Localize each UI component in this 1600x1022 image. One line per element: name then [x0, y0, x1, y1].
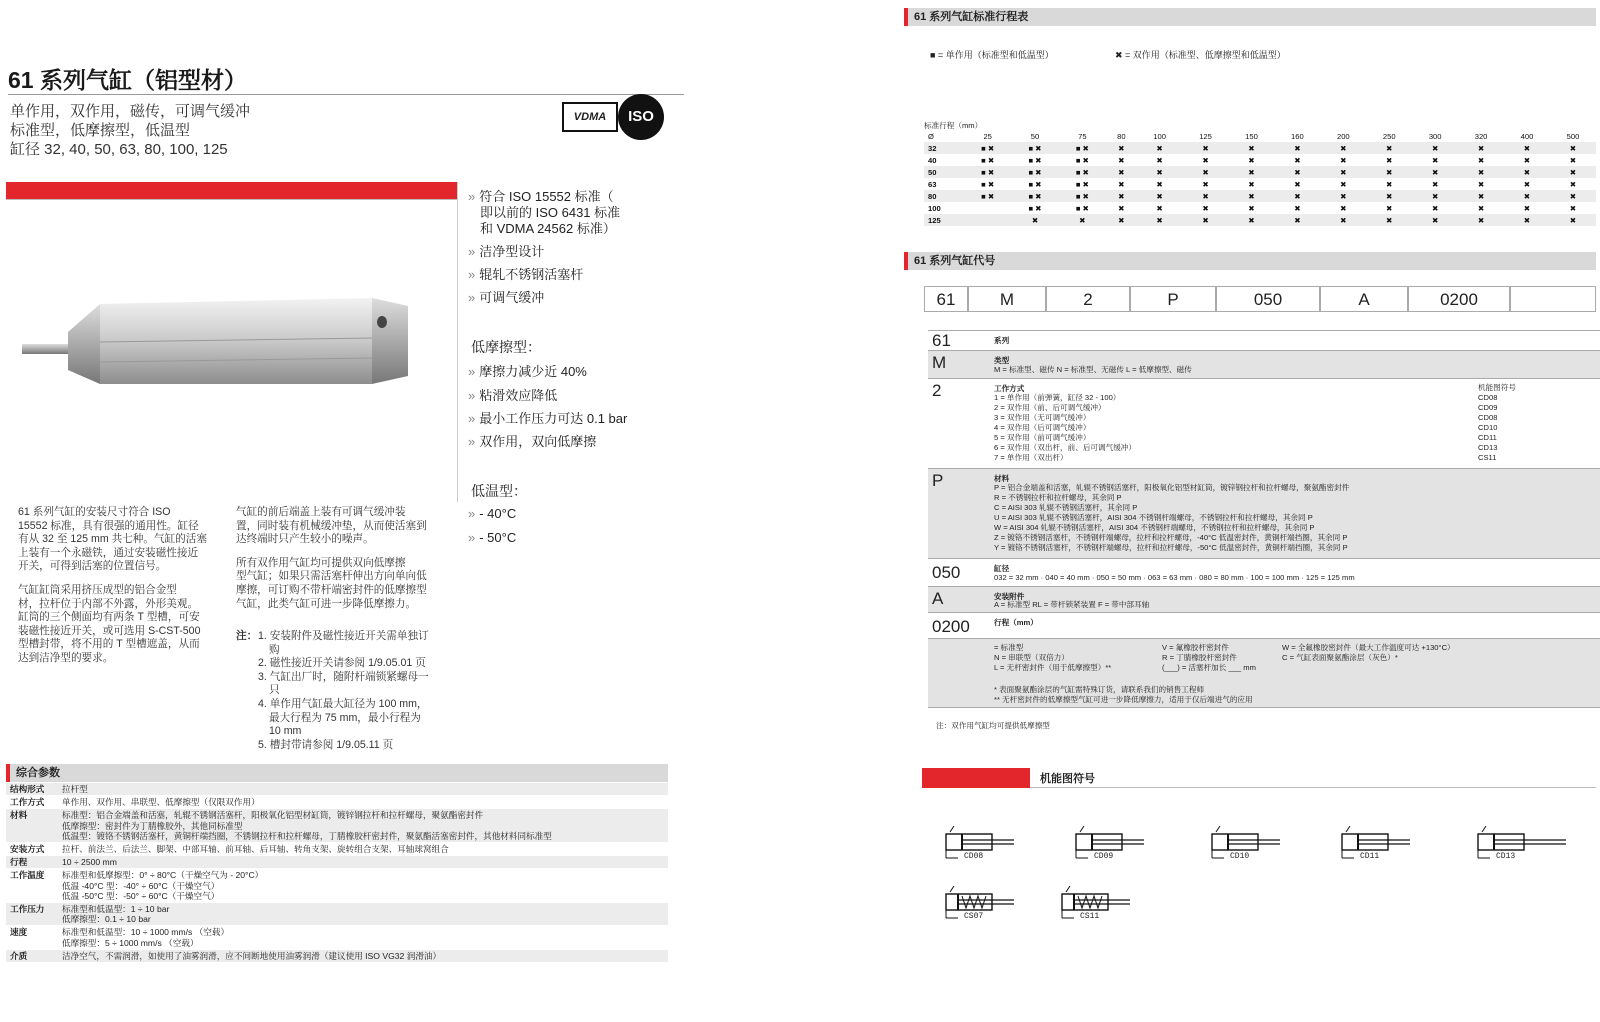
stroke-cell: ■ ✖ — [981, 155, 995, 165]
stroke-col-header: 100 — [1153, 131, 1166, 141]
table-row — [924, 178, 1596, 190]
code-row-mount: A 安装附件 A = 标准型 RL = 带杆锁紧装置 F = 带中部耳轴 — [928, 586, 1600, 612]
stroke-cell: ✖ — [1294, 179, 1301, 189]
symbol-label: CD11 — [1360, 852, 1380, 861]
stroke-cell: ✖ — [1550, 190, 1596, 202]
code-row-material: P 材料 P = 铝合金端盖和活塞，轧辊不锈钢活塞杆，阳极氧化铝型材缸筒，镀锌钢拉杆和拉杆螺母，聚氨酯密封件 R = 不锈钢拉杆和拉杆螺母，其余同 P C = AISI 303 轧辊不锈钢活塞杆，其余同 P U = AISI 303 轧辊不锈钢活塞杆，AISI 304 不锈钢杆端螺母，不锈钢拉杆和拉杆螺母，其余同 P W = AISI 304 轧辊不锈钢活塞杆，AISI 304 不锈钢杆端螺母，不锈钢拉杆和拉杆螺母，其余同 P Z = 镀铬不锈钢活塞杆，不锈钢杆端螺母，拉杆和拉杆螺母，-40°C 低温密封件，黄铜杆端挡圈，其余同 P Y = 镀铬不锈钢活塞杆，不锈钢杆端螺母，拉杆和拉杆螺母，-50°C 低温密封件，黄铜杆端挡圈，其余同 P — [928, 468, 1600, 558]
table-row — [924, 166, 1596, 178]
code-row-stroke: 0200 行程（mm） — [928, 612, 1600, 638]
stroke-cell: ✖ — [1320, 142, 1366, 154]
stroke-cell: ✖ — [1431, 155, 1439, 165]
stroke-col-header: 500 — [1566, 131, 1580, 141]
stroke-col-header: 200 — [1336, 131, 1350, 141]
table-row — [924, 214, 1596, 226]
stroke-cell: ✖ — [1118, 203, 1125, 213]
stroke-cell: ✖ — [1183, 214, 1229, 226]
stroke-cell: ✖ — [1412, 214, 1458, 226]
stroke-cell: ✖ — [1523, 155, 1531, 165]
stroke-cell: ✖ — [1106, 142, 1137, 154]
stroke-cell: ✖ — [1477, 155, 1485, 165]
stroke-cell: ✖ — [1550, 166, 1596, 178]
stroke-cell: ✖ — [1320, 166, 1366, 178]
table-row — [924, 154, 1596, 166]
page-title: 61 系列气缸（铝型材） — [8, 67, 247, 93]
stroke-cell: ■ ✖ — [1075, 155, 1089, 165]
stroke-cell: ✖ — [1229, 166, 1275, 178]
stroke-cell: ✖ — [1366, 190, 1412, 202]
table-row: 工作温度 标准型和低摩擦型：0° ÷ 80°C（干燥空气为 - 20°C） 低温 -40°C 型：-40° ÷ 60°C（干燥空气） 低温 -50°C 型：-50° ÷ 60°C（干燥空气） — [6, 869, 668, 903]
stroke-col-header: 300 — [1428, 131, 1442, 141]
stroke-cell: ✖ — [1106, 166, 1137, 178]
low-friction-item-4: » 双作用，双向低摩擦 — [468, 434, 597, 449]
stroke-cell: ✖ — [1320, 214, 1366, 226]
stroke-cell: ✖ — [1011, 214, 1058, 226]
stroke-cell: ✖ — [1366, 142, 1412, 154]
stroke-cell: ✖ — [1386, 203, 1393, 213]
stroke-cell: ✖ — [1340, 179, 1347, 189]
stroke-cell: ✖ — [1248, 203, 1255, 213]
stroke-cell: ✖ — [1412, 142, 1458, 154]
symbol-cd08 — [944, 826, 1024, 866]
table-row: 安装方式 拉杆、前法兰、后法兰、脚架、中部耳轴、前耳轴、后耳轴、转角支架、旋转组合支架、耳轴球窝组合 — [6, 843, 668, 856]
stroke-col-header: 80 — [1117, 131, 1126, 141]
stroke-cell: ✖ — [1183, 166, 1229, 178]
notes-label: 注： — [236, 630, 258, 642]
code-box-mount: A — [1320, 286, 1408, 312]
stroke-cell: ✖ — [1183, 142, 1229, 154]
low-temp-title: 低温型： — [471, 483, 527, 499]
table-row: 工作压力 标准型和低温型：1 ÷ 10 bar 低摩擦型：0.1 ÷ 10 bar — [6, 903, 668, 926]
bore-cell: 100 — [928, 203, 941, 213]
table-row: 行程 10 ÷ 2500 mm — [6, 856, 668, 869]
code-box-mode: 2 — [1046, 286, 1130, 312]
stroke-cell: ■ ✖ — [1028, 203, 1042, 213]
subtitle-line-3: 缸径 32, 40, 50, 63, 80, 100, 125 — [10, 141, 228, 158]
code-row-type: M 类型 M = 标准型、磁传 N = 标准型、无磁传 L = 低摩擦型、磁传 — [928, 350, 1600, 378]
stroke-cell: ✖ — [1274, 214, 1320, 226]
stroke-cell: ■ ✖ — [964, 190, 1011, 202]
stroke-cell: ✖ — [1386, 155, 1393, 165]
stroke-cell: ■ ✖ — [1059, 190, 1106, 202]
stroke-cell: ✖ — [1248, 155, 1255, 165]
stroke-col-header: 160 — [1291, 131, 1304, 141]
stroke-cell: ✖ — [1274, 142, 1320, 154]
stroke-cell: ✖ — [1523, 203, 1531, 213]
stroke-cell: ✖ — [1156, 203, 1163, 213]
low-friction-item-3: » 最小工作压力可达 0.1 bar — [468, 411, 628, 426]
symbols-title: 机能图符号 — [1040, 773, 1095, 785]
stroke-cell — [964, 214, 1011, 226]
stroke-cell: ✖ — [1431, 179, 1439, 189]
stroke-cell: ✖ — [1202, 179, 1209, 189]
params-section-header: 综合参数 — [6, 764, 668, 782]
divider — [6, 199, 458, 200]
cylinder-product-image — [20, 292, 420, 392]
stroke-cell: ■ ✖ — [1011, 190, 1058, 202]
legend-single: ■ = 单作用（标准型和低温型） — [930, 50, 1054, 60]
subtitle-line-1: 单作用，双作用，磁传，可调气缓冲 — [10, 103, 251, 120]
symbol-cd13 — [1476, 826, 1576, 866]
stroke-cell — [964, 202, 1011, 214]
stroke-table — [924, 130, 1596, 226]
stroke-cell: ✖ — [1294, 155, 1301, 165]
vertical-divider — [457, 182, 458, 502]
symbol-label: CD10 — [1230, 852, 1250, 861]
symbols-header-bg — [1030, 768, 1596, 788]
legend-double: ✖ = 双作用（标准型、低摩擦型和低温型） — [1115, 50, 1286, 60]
bore-cell: 40 — [928, 155, 937, 165]
stroke-cell: ✖ — [1137, 190, 1183, 202]
stroke-cell: ✖ — [1477, 179, 1485, 189]
stroke-cell: ✖ — [1504, 166, 1550, 178]
code-section-header: 61 系列气缸代号 — [904, 252, 1596, 270]
stroke-col-header: Ø — [928, 131, 934, 141]
stroke-cell: ■ ✖ — [981, 179, 995, 189]
vdma-logo: VDMA — [562, 102, 618, 132]
stroke-cell: ✖ — [1504, 214, 1550, 226]
table-row: 结构形式 拉杆型 — [6, 783, 668, 796]
stroke-col-header: 150 — [1245, 131, 1258, 141]
stroke-cell: ✖ — [1366, 166, 1412, 178]
code-note: 注：双作用气缸均可提供低摩擦型 — [936, 721, 1050, 730]
stroke-cell: ✖ — [1106, 190, 1137, 202]
stroke-col-header: 125 — [1199, 131, 1212, 141]
stroke-col-header: 50 — [1030, 131, 1040, 141]
stroke-cell: ✖ — [1294, 203, 1301, 213]
code-row-series: 61 系列 — [928, 330, 1600, 350]
stroke-cell: ✖ — [1386, 179, 1393, 189]
stroke-cell: ✖ — [1504, 142, 1550, 154]
stroke-col-header: 25 — [983, 131, 992, 141]
stroke-cell: ■ ✖ — [1059, 166, 1106, 178]
stroke-cell: ✖ — [1202, 155, 1209, 165]
stroke-cell: ✖ — [1458, 166, 1504, 178]
stroke-section-header: 61 系列气缸标准行程表 — [904, 8, 1596, 26]
symbol-label: CS07 — [964, 912, 984, 921]
stroke-cell: ■ ✖ — [1028, 155, 1042, 165]
symbol-cd09 — [1074, 826, 1154, 866]
stroke-cell: ✖ — [1229, 142, 1275, 154]
code-box-type: M — [968, 286, 1046, 312]
symbol-label: CD13 — [1496, 852, 1516, 861]
table-row: 材料 标准型：铝合金端盖和活塞，轧辊不锈钢活塞杆，阳极氧化铝型材缸筒，镀锌钢拉杆和拉杆螺母，聚氨酯密封件 低摩擦型：密封件为丁腈橡胶外，其他同标准型 低温型：镀铬不锈钢活塞杆，黄铜杆端挡圈，不锈钢拉杆和拉杆螺母，丁腈橡胶杆密封件，聚氨酯活塞密封件，其他材料同标准型 — [6, 809, 668, 843]
stroke-col-header: 400 — [1520, 131, 1534, 141]
stroke-cell: ✖ — [1156, 179, 1163, 189]
low-friction-item-2: » 粘滑效应降低 — [468, 388, 558, 403]
stroke-cell: ✖ — [1059, 214, 1106, 226]
stroke-header-row — [924, 130, 1596, 142]
stroke-cell: ✖ — [1118, 155, 1125, 165]
stroke-cell: ✖ — [1229, 190, 1275, 202]
symbol-label: CS11 — [1080, 912, 1100, 921]
stroke-cell: ■ ✖ — [1011, 166, 1058, 178]
stroke-cell: ✖ — [1202, 203, 1209, 213]
stroke-cell: ■ ✖ — [1011, 142, 1058, 154]
code-box-option — [1510, 286, 1596, 312]
stroke-cell: ✖ — [1477, 203, 1485, 213]
table-row — [924, 202, 1596, 214]
symbols-red-bar — [922, 768, 1030, 788]
params-table — [6, 783, 668, 963]
feature-clean: » 洁净型设计 — [468, 244, 545, 259]
code-boxes — [924, 286, 1596, 312]
stroke-cell: ■ ✖ — [1075, 179, 1089, 189]
stroke-cell: ✖ — [1412, 166, 1458, 178]
stroke-cell: ✖ — [1550, 142, 1596, 154]
code-row-options: = 标准型 N = 串联型（双倍力） L = 无杆密封件（用于低摩擦型）** V = 氟橡胶杆密封件 R = 丁腈橡胶杆密封件 (___) = 活塞杆加长 ___ mm W = 全氟橡胶密封件（最大工作温度可达 +130°C） C = 气缸表面聚氨酯涂层（灰色）* * 表面聚氨酯涂层的气缸需特殊订货，请联系我们的销售工程师 ** 无杆密封件的低摩擦型气缸可进一步降低摩擦力，适用于仅后端进气的应用 — [928, 638, 1600, 708]
bore-cell: 125 — [924, 214, 964, 226]
stroke-cell: ✖ — [1340, 203, 1347, 213]
stroke-cell: ✖ — [1137, 142, 1183, 154]
stroke-col-header: 320 — [1474, 131, 1488, 141]
stroke-cell: ✖ — [1458, 214, 1504, 226]
code-box-material: P — [1130, 286, 1216, 312]
symbol-cs11 — [1060, 886, 1140, 926]
stroke-cell: ✖ — [1431, 203, 1439, 213]
stroke-cell: ✖ — [1229, 214, 1275, 226]
code-row-mode: 2 工作方式 1 = 单作用（前弹簧，缸径 32 - 100） 2 = 双作用（前、后可调气缓冲） 3 = 双作用（无可调气缓冲） 4 = 双作用（后可调气缓冲） 5 = 双作用（前可调气缓冲） 6 = 双作用（双出杆，前、后可调气缓冲） 7 = 单作用（双出杆） 机能图符号 CD08 CD09 CD08 CD10 CD11 CD13 CS11 — [928, 378, 1600, 468]
stroke-cell: ✖ — [1458, 190, 1504, 202]
stroke-cell: ✖ — [1137, 214, 1183, 226]
title-rule — [8, 94, 684, 95]
iso-logo: ISO — [618, 94, 664, 140]
feature-cushion: » 可调气缓冲 — [468, 290, 545, 305]
stroke-cell: ✖ — [1274, 166, 1320, 178]
stroke-cell: ✖ — [1569, 155, 1577, 165]
intro-paragraph-col1: 61 系列气缸的安装尺寸符合 ISO 15552 标准，具有很强的通用性。缸径 有从 32 至 125 mm 共七种。气缸的活塞 上装有一个永磁铁，通过安装磁性接近 开关，可得到活塞的位置信号。 气缸缸筒采用挤压成型的铝合金型 材，拉杆位于内部不外露，外形美观。 缸筒的三个侧面均有两条 T 型槽，可安 装磁性接近开关，或可选用 S-CST-500 型槽封带，将不用的 T 型槽遮盖，从而 达到洁净型的要求。 — [18, 506, 207, 664]
stroke-cell: ✖ — [1183, 190, 1229, 202]
symbol-cd10 — [1210, 826, 1290, 866]
stroke-cell: ✖ — [1106, 214, 1137, 226]
symbol-cd11 — [1340, 826, 1420, 866]
stroke-cell: ■ ✖ — [964, 166, 1011, 178]
bore-cell: 50 — [924, 166, 964, 178]
stroke-cell: ✖ — [1156, 155, 1163, 165]
symbol-label: CD09 — [1094, 852, 1114, 861]
stroke-cell: ✖ — [1458, 142, 1504, 154]
stroke-cell: ✖ — [1137, 166, 1183, 178]
bore-cell: 80 — [924, 190, 964, 202]
stroke-cell: ✖ — [1569, 179, 1577, 189]
stroke-cell: ✖ — [1569, 203, 1577, 213]
stroke-cell: ■ ✖ — [964, 142, 1011, 154]
bore-cell: 63 — [928, 179, 937, 189]
stroke-unit-label: 标准行程（mm） — [924, 121, 983, 130]
stroke-cell: ✖ — [1320, 190, 1366, 202]
stroke-col-header: 250 — [1382, 131, 1396, 141]
stroke-cell: ✖ — [1118, 179, 1125, 189]
low-friction-item-1: » 摩擦力减少近 40% — [468, 364, 587, 379]
stroke-cell: ■ ✖ — [1075, 203, 1089, 213]
symbol-cs07 — [944, 886, 1024, 926]
feature-iso-line1: » 符合 ISO 15552 标准（ — [468, 189, 614, 204]
stroke-cell: ■ ✖ — [1028, 179, 1042, 189]
code-row-bore: 050 缸径 032 = 32 mm · 040 = 40 mm · 050 = 50 mm · 063 = 63 mm · 080 = 80 mm · 100 = 100 mm · 125 = 125 mm — [928, 558, 1600, 586]
stroke-cell: ■ ✖ — [1059, 142, 1106, 154]
bore-cell: 32 — [924, 142, 964, 154]
stroke-col-header: 75 — [1078, 131, 1087, 141]
feature-iso-line2: 即以前的 ISO 6431 标准 — [480, 205, 621, 220]
low-temp-item-1: » - 40°C — [468, 506, 517, 521]
code-box-bore: 050 — [1216, 286, 1320, 312]
table-row — [924, 142, 1596, 154]
stroke-cell: ✖ — [1366, 214, 1412, 226]
code-box-stroke: 0200 — [1408, 286, 1510, 312]
symbol-label: CD08 — [964, 852, 984, 861]
feature-rod: » 辊轧不锈钢活塞杆 — [468, 267, 584, 282]
low-temp-item-2: » - 50°C — [468, 530, 517, 545]
low-friction-title: 低摩擦型： — [471, 339, 541, 355]
red-header-bar — [6, 182, 458, 199]
table-row — [924, 190, 1596, 202]
stroke-cell: ✖ — [1274, 190, 1320, 202]
stroke-cell: ✖ — [1550, 214, 1596, 226]
feature-iso-line3: 和 VDMA 24562 标准） — [480, 221, 616, 236]
table-row: 工作方式 单作用、双作用、串联型、低摩擦型（仅限双作用） — [6, 796, 668, 809]
code-box-series: 61 — [924, 286, 968, 312]
subtitle-line-2: 标准型，低摩擦型，低温型 — [10, 122, 191, 139]
intro-paragraph-col2: 气缸的前后端盖上装有可调气缓冲装 置，同时装有机械缓冲垫，从而使活塞到 达终端时只产生较小的噪声。 所有双作用气缸均可提供双向低摩擦 型气缸；如果只需活塞杆伸出方向单向低 摩擦，可订购不带杆端密封件的低摩擦型 气缸，此类气缸可进一步降低摩擦力。 — [236, 506, 427, 610]
stroke-cell: ✖ — [1523, 179, 1531, 189]
stroke-cell: ✖ — [1248, 179, 1255, 189]
table-row: 介质 洁净空气，不需润滑，如使用了油雾润滑，应不间断地使用油雾润滑（建议使用 ISO VG32 润滑油） — [6, 949, 668, 962]
notes-list: 1. 安装附件及磁性接近开关需单独订 购 2. 磁性接近开关请参阅 1/9.05.01 页 3. 气缸出厂时，随附杆端锁紧螺母一 只 4. 单作用气缸最大缸径为 100 mm， 最大行程为 75 mm，最小行程为 10 mm 5. 槽封带请参阅 1/9.05.11 页 — [258, 630, 429, 751]
stroke-cell: ✖ — [1340, 155, 1347, 165]
stroke-cell: ✖ — [1504, 190, 1550, 202]
stroke-cell: ✖ — [1412, 190, 1458, 202]
table-row: 速度 标准型和低温型：10 ÷ 1000 mm/s （空载） 低摩擦型：5 ÷ 1000 mm/s （空载） — [6, 926, 668, 949]
